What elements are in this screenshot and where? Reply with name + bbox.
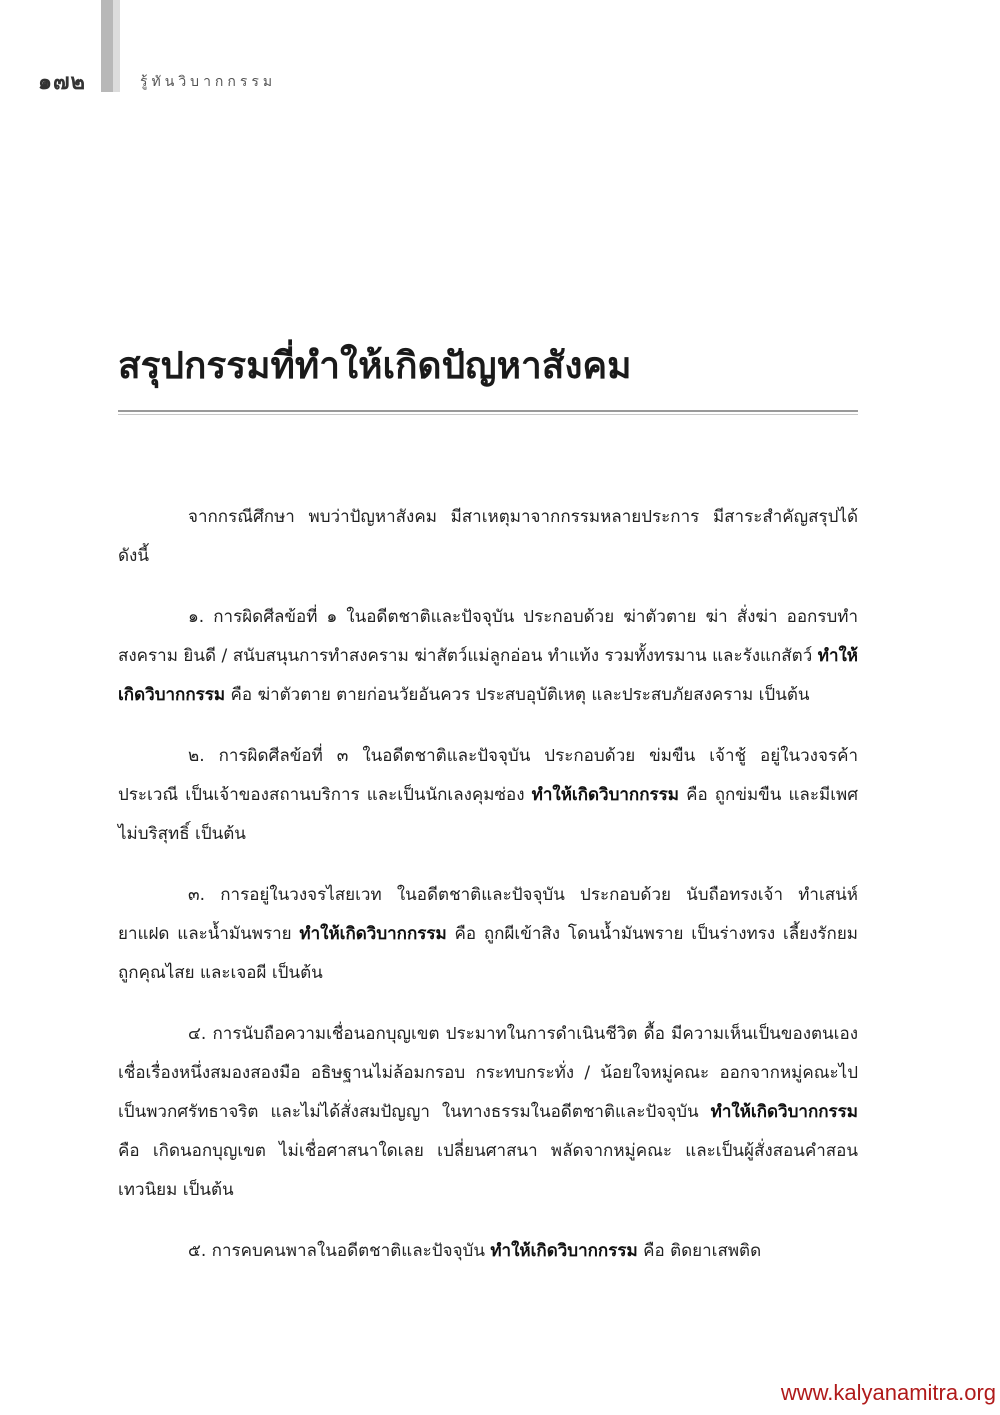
running-title: รู้ทันวิบากกรรม [140, 74, 277, 90]
summary-item-4 [118, 1015, 858, 1210]
header-bar-decoration-light [113, 0, 120, 92]
item-text: ๒. การผิดศีลข้อที่ ๓ ในอดีตชาติและปัจจุบัน ประกอบด้วย ข่มขืน เจ้าชู้ อยู่ในวงจรค้าประเวณี เป็นเจ้าของสถานบริการ และเป็นนักเลงคุมซ่อง [118, 746, 858, 805]
item-emphasis: ทำให้เกิดวิบากกรรม [118, 646, 858, 705]
item-text: ๑. การผิดศีลข้อที่ ๑ ในอดีตชาติและปัจจุบัน ประกอบด้วย ฆ่าตัวตาย ฆ่า สั่งฆ่า ออกรบทำสงคราม ยินดี / สนับสนุนการทำสงคราม ฆ่าสัตว์แม่ลูกอ่อน ทำแท้ง รวมทั้งทรมาน และรังแกสัตว์ [118, 607, 858, 666]
item-text: ๔. การนับถือความเชื่อนอกบุญเขต ประมาทในการดำเนินชีวิต ดื้อ มีความเห็นเป็นของตนเอง เชื่อเรื่องหนึ่งสมองสองมือ อธิษฐานไม่ล้อมกรอบ กระทบกระทั่ง / น้อยใจหมู่คณะ ออกจากหมู่คณะไป เป็นพวกศรัทธาจริต และไม่ได้สั่งสมปัญญา ในทางธรรมในอดีตชาติและปัจจุบัน [118, 1024, 858, 1122]
header-bar-decoration [101, 0, 113, 92]
item-emphasis: ทำให้เกิดวิบากกรรม [531, 785, 679, 805]
page-number: ๑๗๒ [38, 70, 87, 95]
footer-website-url[interactable]: www.kalyanamitra.org [780, 1380, 996, 1405]
item-text: คือ ถูกผีเข้าสิง โดนน้ำมันพราย เป็นร่างทรง เลี้ยงรักยม ถูกคุณไสย และเจอผี เป็นต้น [118, 924, 858, 983]
summary-item-3 [118, 876, 858, 993]
item-text: คือ ถูกข่มขืน และมีเพศไม่บริสุทธิ์ เป็นต้น [118, 785, 858, 844]
item-emphasis: ทำให้เกิดวิบากกรรม [710, 1102, 858, 1122]
summary-item-1 [118, 598, 858, 715]
summary-item-5 [118, 1232, 858, 1271]
item-text: ๓. การอยู่ในวงจรไสยเวท ในอดีตชาติและปัจจุบัน ประกอบด้วย นับถือทรงเจ้า ทำเสน่ห์ยาแฝด และน้ำมันพราย [118, 885, 858, 944]
item-text: คือ ฆ่าตัวตาย ตายก่อนวัยอันควร ประสบอุบัติเหตุ และประสบภัยสงคราม เป็นต้น [225, 685, 810, 705]
body-text [118, 498, 858, 1293]
item-text: คือ เกิดนอกบุญเขต ไม่เชื่อศาสนาใดเลย เปลี่ยนศาสนา พลัดจากหมู่คณะ และเป็นผู้สั่งสอนคำสอนเทวนิยม เป็นต้น [118, 1141, 858, 1200]
summary-item-2 [118, 737, 858, 854]
item-text: ๕. การคบคนพาลในอดีตชาติและปัจจุบัน [188, 1241, 491, 1261]
title-underline-rule [118, 410, 858, 415]
item-emphasis: ทำให้เกิดวิบากกรรม [299, 924, 447, 944]
chapter-title: สรุปกรรมที่ทำให้เกิดปัญหาสังคม [118, 344, 632, 387]
intro-paragraph: จากกรณีศึกษา พบว่าปัญหาสังคม มีสาเหตุมาจากกรรมหลายประการ มีสาระสำคัญสรุปได้ดังนี้ [118, 507, 858, 566]
item-emphasis: ทำให้เกิดวิบากกรรม [490, 1241, 638, 1261]
item-text: คือ ติดยาเสพติด [637, 1241, 762, 1261]
